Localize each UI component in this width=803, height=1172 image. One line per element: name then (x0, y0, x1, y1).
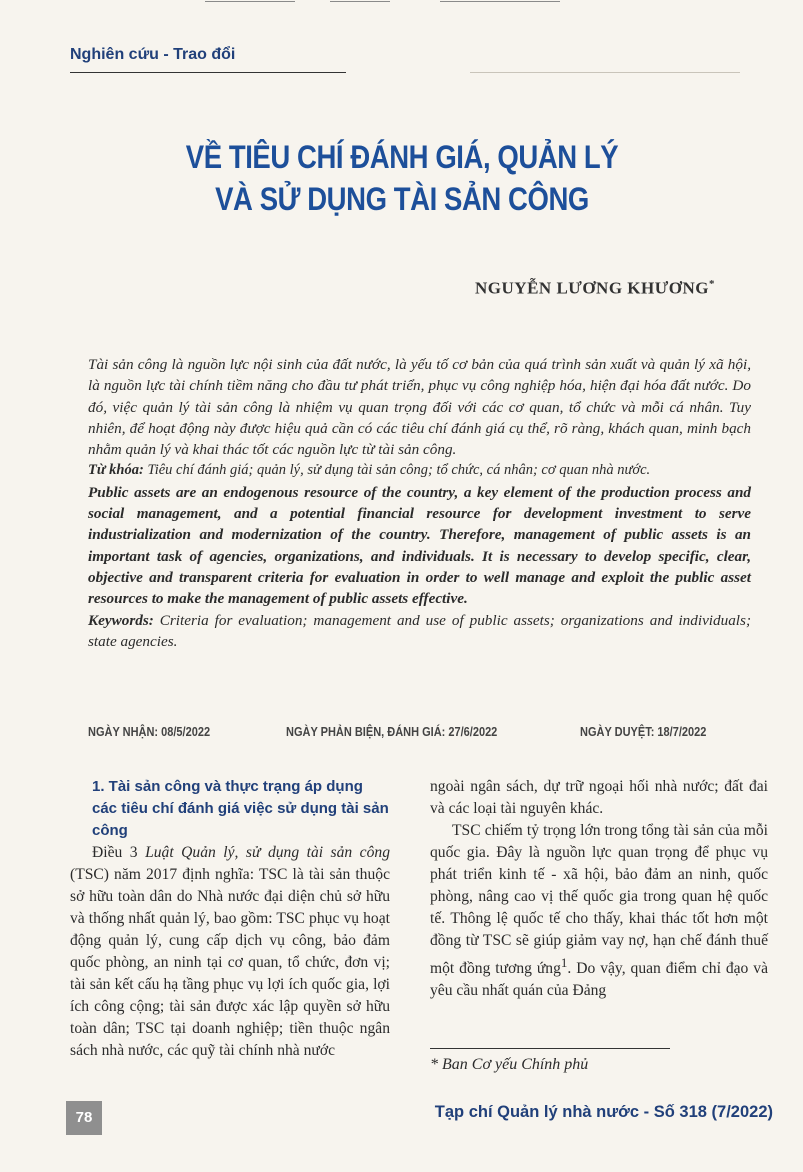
keywords-english (88, 610, 751, 653)
top-scan-line (0, 0, 803, 4)
body-text: TSC chiếm tỷ trọng lớn trong tổng tài sản của mỗi quốc gia. Đây là nguồn lực quan trọng để phục vụ phát triển kinh tế - xã hội, bảo đảm an ninh, quốc phòng, nâng cao vị thế quốc gia trong quan hệ quốc tế. Thông lệ quốc tế cho thấy, khai thác tốt hơn một đồng từ TSC sẽ giúp giảm vay nợ, hạn chế đánh thuế một đồng tương ứng (430, 822, 768, 978)
section-heading: 1. Tài sản công và thực trạng áp dụng các tiêu chí đánh giá việc sử dụng tài sản công (92, 778, 389, 839)
abstract-vietnamese: Tài sản công là nguồn lực nội sinh của đất nước, là yếu tố cơ bản của quá trình sản xuất và quản lý xã hội, là nguồn lực tài chính tiềm năng cho đầu tư phát triển, phục vụ công nghiệp hóa, hiện đại hóa đất nước. Do đó, việc quản lý tài sản công là nhiệm vụ quan trọng đối với các cơ quan, tổ chức và mỗi cá nhân. Tuy nhiên, để hoạt động này được hiệu quả cần có các tiêu chí đánh giá cụ thể, rõ ràng, khách quan, minh bạch nhằm quản lý và khai thác tốt các nguồn lực từ tài sản công. (88, 356, 751, 459)
date-reviewed: NGÀY PHẢN BIỆN, ĐÁNH GIÁ: 27/6/2022 (286, 725, 498, 739)
keywords-vietnamese (88, 460, 751, 481)
law-name: Luật Quản lý, sử dụng tài sản công (145, 844, 390, 861)
keywords-en-text: Criteria for evaluation; management and use of public assets; organizations and individuals; state agencies. (88, 611, 751, 650)
body-paragraph: ngoài ngân sách, dự trữ ngoại hối nhà nước; đất đai và các loại tài nguyên khác. (430, 778, 768, 817)
scan-line-segment (440, 1, 560, 2)
body-paragraph (430, 820, 768, 1002)
abstract (88, 354, 751, 652)
article-title (142, 136, 661, 220)
section-label: Nghiên cứu - Trao đổi (70, 46, 236, 63)
date-received: NGÀY NHẬN: 08/5/2022 (88, 725, 211, 739)
author-name-text: NGUYỄN LƯƠNG KHƯƠNG (475, 278, 709, 298)
reference-mark: 1 (560, 955, 568, 970)
body-column-right (430, 776, 768, 1002)
page-number: 78 (66, 1101, 102, 1135)
body-text: (TSC) năm 2017 định nghĩa: TSC là tài sản thuộc sở hữu toàn dân do Nhà nước đại diện chủ sở hữu và thống nhất quản lý, bao gồm: TSC phục vụ hoạt động quản lý, cung cấp dịch vụ công, bảo đảm quốc phòng, an ninh tại cơ quan, tổ chức, đơn vị; tài sản kết cấu hạ tầng phục vụ lợi ích quốc gia, lợi ích công cộng; tài sản được xác lập quyền sở hữu toàn dân; TSC tại doanh nghiệp; tiền thuộc ngân sách nhà nước, các quỹ tài chính nhà nước (70, 866, 390, 1059)
author-footnote-mark: * (709, 278, 715, 290)
abstract-english: Public assets are an endogenous resource of the country, a key element of the production process and social management, and a potential financial resource for development investment to serve industrialization and modernization of the country. Therefore, management of public assets is an important task of agencies, organizations, and individuals. It is necessary to develop specific, clear, objective and transparent criteria for evaluation in order to well manage and exploit the public asset resources to make the management of public assets effective. (88, 483, 751, 608)
date-approved: NGÀY DUYỆT: 18/7/2022 (580, 725, 707, 739)
body-text: Điều 3 (92, 844, 146, 861)
scan-line-segment (330, 1, 390, 2)
title-line-2: VÀ SỬ DỤNG TÀI SẢN CÔNG (215, 181, 589, 217)
scan-line-segment (205, 1, 295, 2)
header-rule-faint (470, 72, 740, 73)
journal-name: Tạp chí Quản lý nhà nước - Số 318 (7/2022) (434, 1103, 773, 1121)
title-line-1: VỀ TIÊU CHÍ ĐÁNH GIÁ, QUẢN LÝ (185, 139, 619, 175)
article-dates (88, 725, 753, 745)
author-name (330, 278, 715, 299)
body-text: . Do vậy, quan điểm chỉ đạo và yêu cầu nhất quán của Đảng (430, 960, 768, 1000)
keywords-vi-text: Tiêu chí đánh giá; quản lý, sử dụng tài sản công; tổ chức, cá nhân; cơ quan nhà nước. (143, 462, 651, 479)
author-footnote: * Ban Cơ yếu Chính phủ (430, 1056, 589, 1073)
header-rule (70, 72, 346, 73)
body-column-left (70, 776, 390, 1062)
keywords-vi-label: Từ khóa: (88, 462, 144, 479)
footnote-rule (430, 1048, 670, 1049)
body-paragraph (70, 842, 390, 1062)
keywords-en-label: Keywords: (88, 611, 154, 629)
